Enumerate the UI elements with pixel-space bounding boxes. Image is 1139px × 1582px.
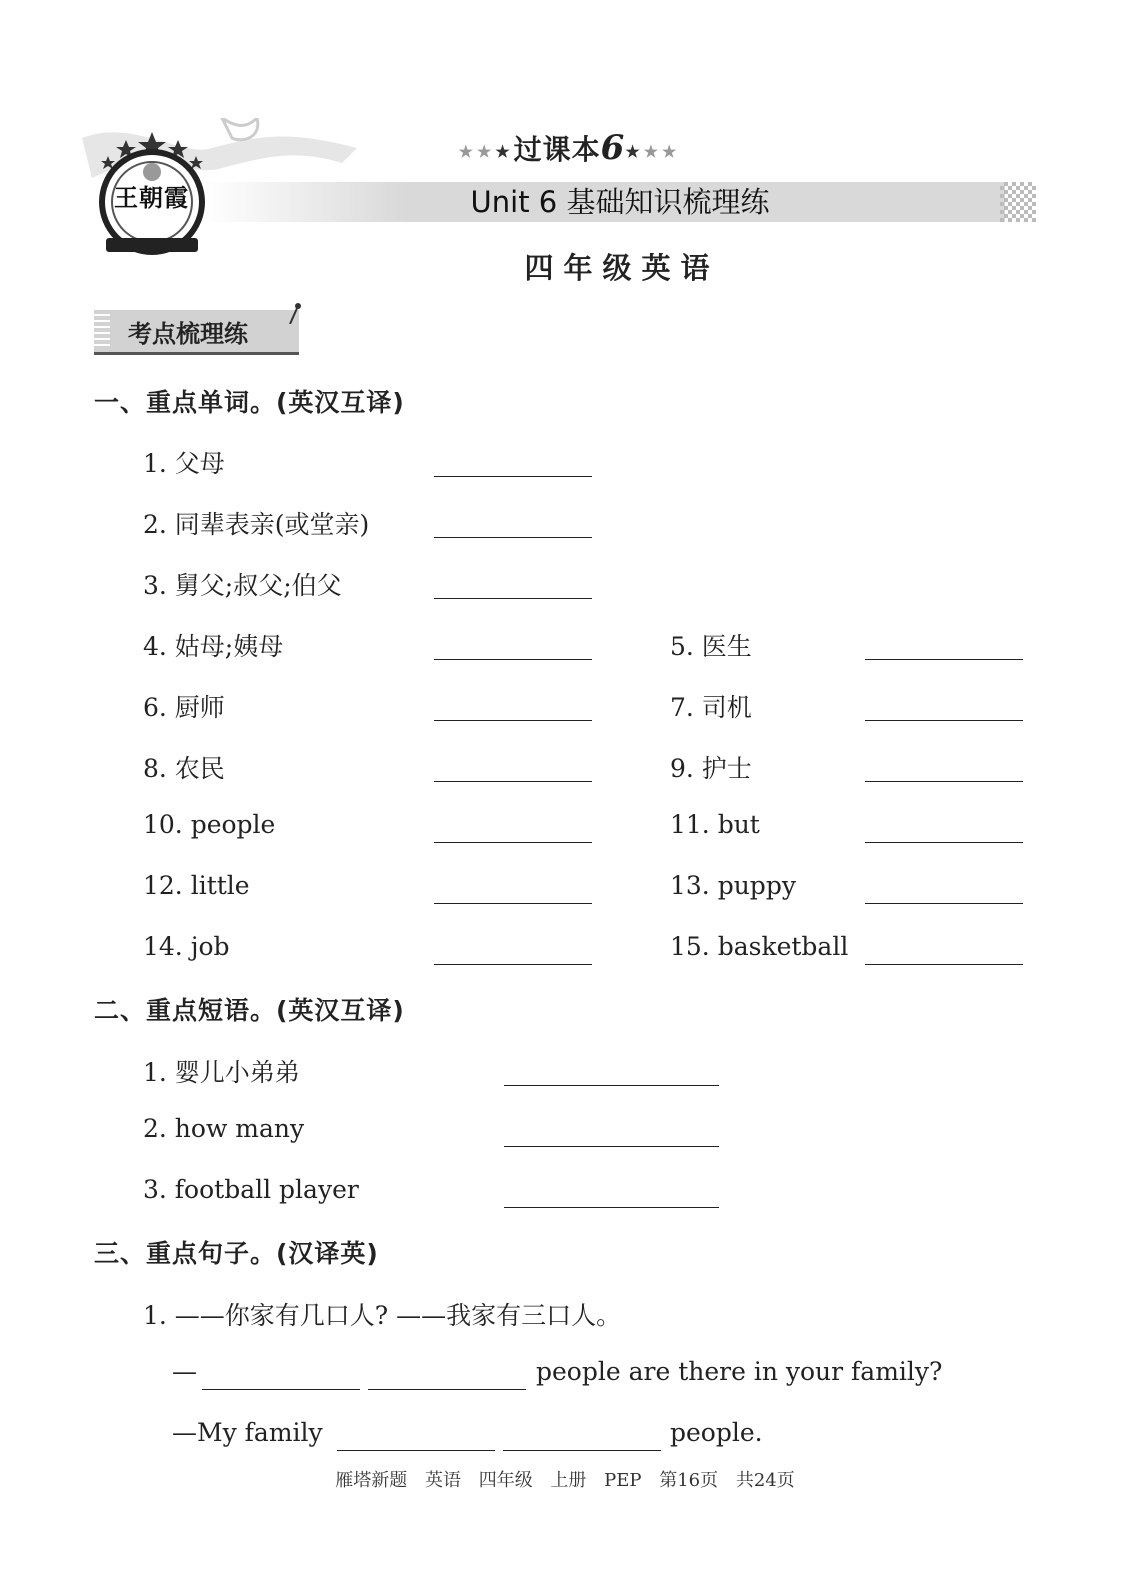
answer-blank[interactable] [202, 1389, 360, 1390]
part3-heading: 三、重点句子。(汉译英) [94, 1239, 379, 1268]
answer-blank[interactable] [368, 1389, 526, 1390]
answer-blank[interactable] [865, 659, 1023, 660]
answer-blank[interactable] [865, 781, 1023, 782]
word-item: 4. 姑母;姨母 [143, 632, 284, 661]
word-item: 8. 农民 [143, 754, 225, 783]
page-footer: 雁塔新题 英语 四年级 上册 PEP 第16页 共24页 [335, 1470, 795, 1491]
logo-text: 王朝霞 [114, 183, 189, 212]
part1-heading: 一、重点单词。(英汉互译) [94, 388, 405, 417]
star-icon: ★ [625, 142, 644, 161]
word-item: 9. 护士 [670, 754, 752, 783]
pin-icon [286, 302, 302, 324]
answer-blank[interactable] [434, 842, 592, 843]
grade-subject: 四年级英语 [524, 251, 720, 285]
star-icons-left: ★★ [458, 142, 496, 161]
answer-blank[interactable] [434, 964, 592, 965]
phrase-item: 1. 婴儿小弟弟 [143, 1058, 300, 1087]
answer-blank[interactable] [504, 1085, 719, 1086]
word-item: 11. but [670, 810, 760, 839]
word-item: 6. 厨师 [143, 693, 225, 722]
word-item: 15. basketball [670, 932, 849, 961]
word-item: 14. job [143, 932, 230, 961]
answer-blank[interactable] [434, 537, 592, 538]
word-item: 1. 父母 [143, 449, 225, 478]
word-item: 3. 舅父;叔父;伯父 [143, 571, 342, 600]
answer-blank[interactable] [865, 842, 1023, 843]
answer-blank[interactable] [504, 1207, 719, 1208]
sentence-question: 1. ——你家有几口人? ——我家有三口人。 [143, 1301, 622, 1330]
answer-blank[interactable] [434, 781, 592, 782]
tag-stripes [94, 314, 110, 348]
answer-blank[interactable] [434, 903, 592, 904]
word-item: 10. people [143, 810, 276, 839]
sentence-line2-end: people. [670, 1418, 763, 1447]
sentence-line1-start: — [172, 1357, 197, 1386]
sentence-line1-end: people are there in your family? [536, 1357, 943, 1386]
answer-blank[interactable] [434, 476, 592, 477]
star-icon: ★ [495, 142, 514, 161]
series-number: 6 [600, 128, 626, 168]
phrase-item: 3. football player [143, 1175, 359, 1204]
word-item: 7. 司机 [670, 693, 752, 722]
answer-blank[interactable] [865, 903, 1023, 904]
answer-blank[interactable] [865, 964, 1023, 965]
word-item: 2. 同辈表亲(或堂亲) [143, 510, 370, 539]
word-item: 13. puppy [670, 871, 796, 900]
series-label [0, 128, 1139, 168]
answer-blank[interactable] [503, 1450, 661, 1451]
answer-blank[interactable] [434, 659, 592, 660]
answer-blank[interactable] [434, 720, 592, 721]
word-item: 5. 医生 [670, 632, 752, 661]
answer-blank[interactable] [337, 1450, 495, 1451]
section-tag-label: 考点梳理练 [128, 319, 248, 348]
star-icons-right: ★★ [643, 142, 681, 161]
word-item: 12. little [143, 871, 250, 900]
answer-blank[interactable] [434, 598, 592, 599]
answer-blank[interactable] [865, 720, 1023, 721]
part2-heading: 二、重点短语。(英汉互译) [94, 996, 405, 1025]
phrase-item: 2. how many [143, 1114, 305, 1143]
unit-title: Unit 6 基础知识梳理练 [470, 185, 770, 219]
answer-blank[interactable] [504, 1146, 719, 1147]
series-prefix: 过课本 [513, 133, 601, 166]
sentence-line2-start: —My family [172, 1418, 323, 1447]
